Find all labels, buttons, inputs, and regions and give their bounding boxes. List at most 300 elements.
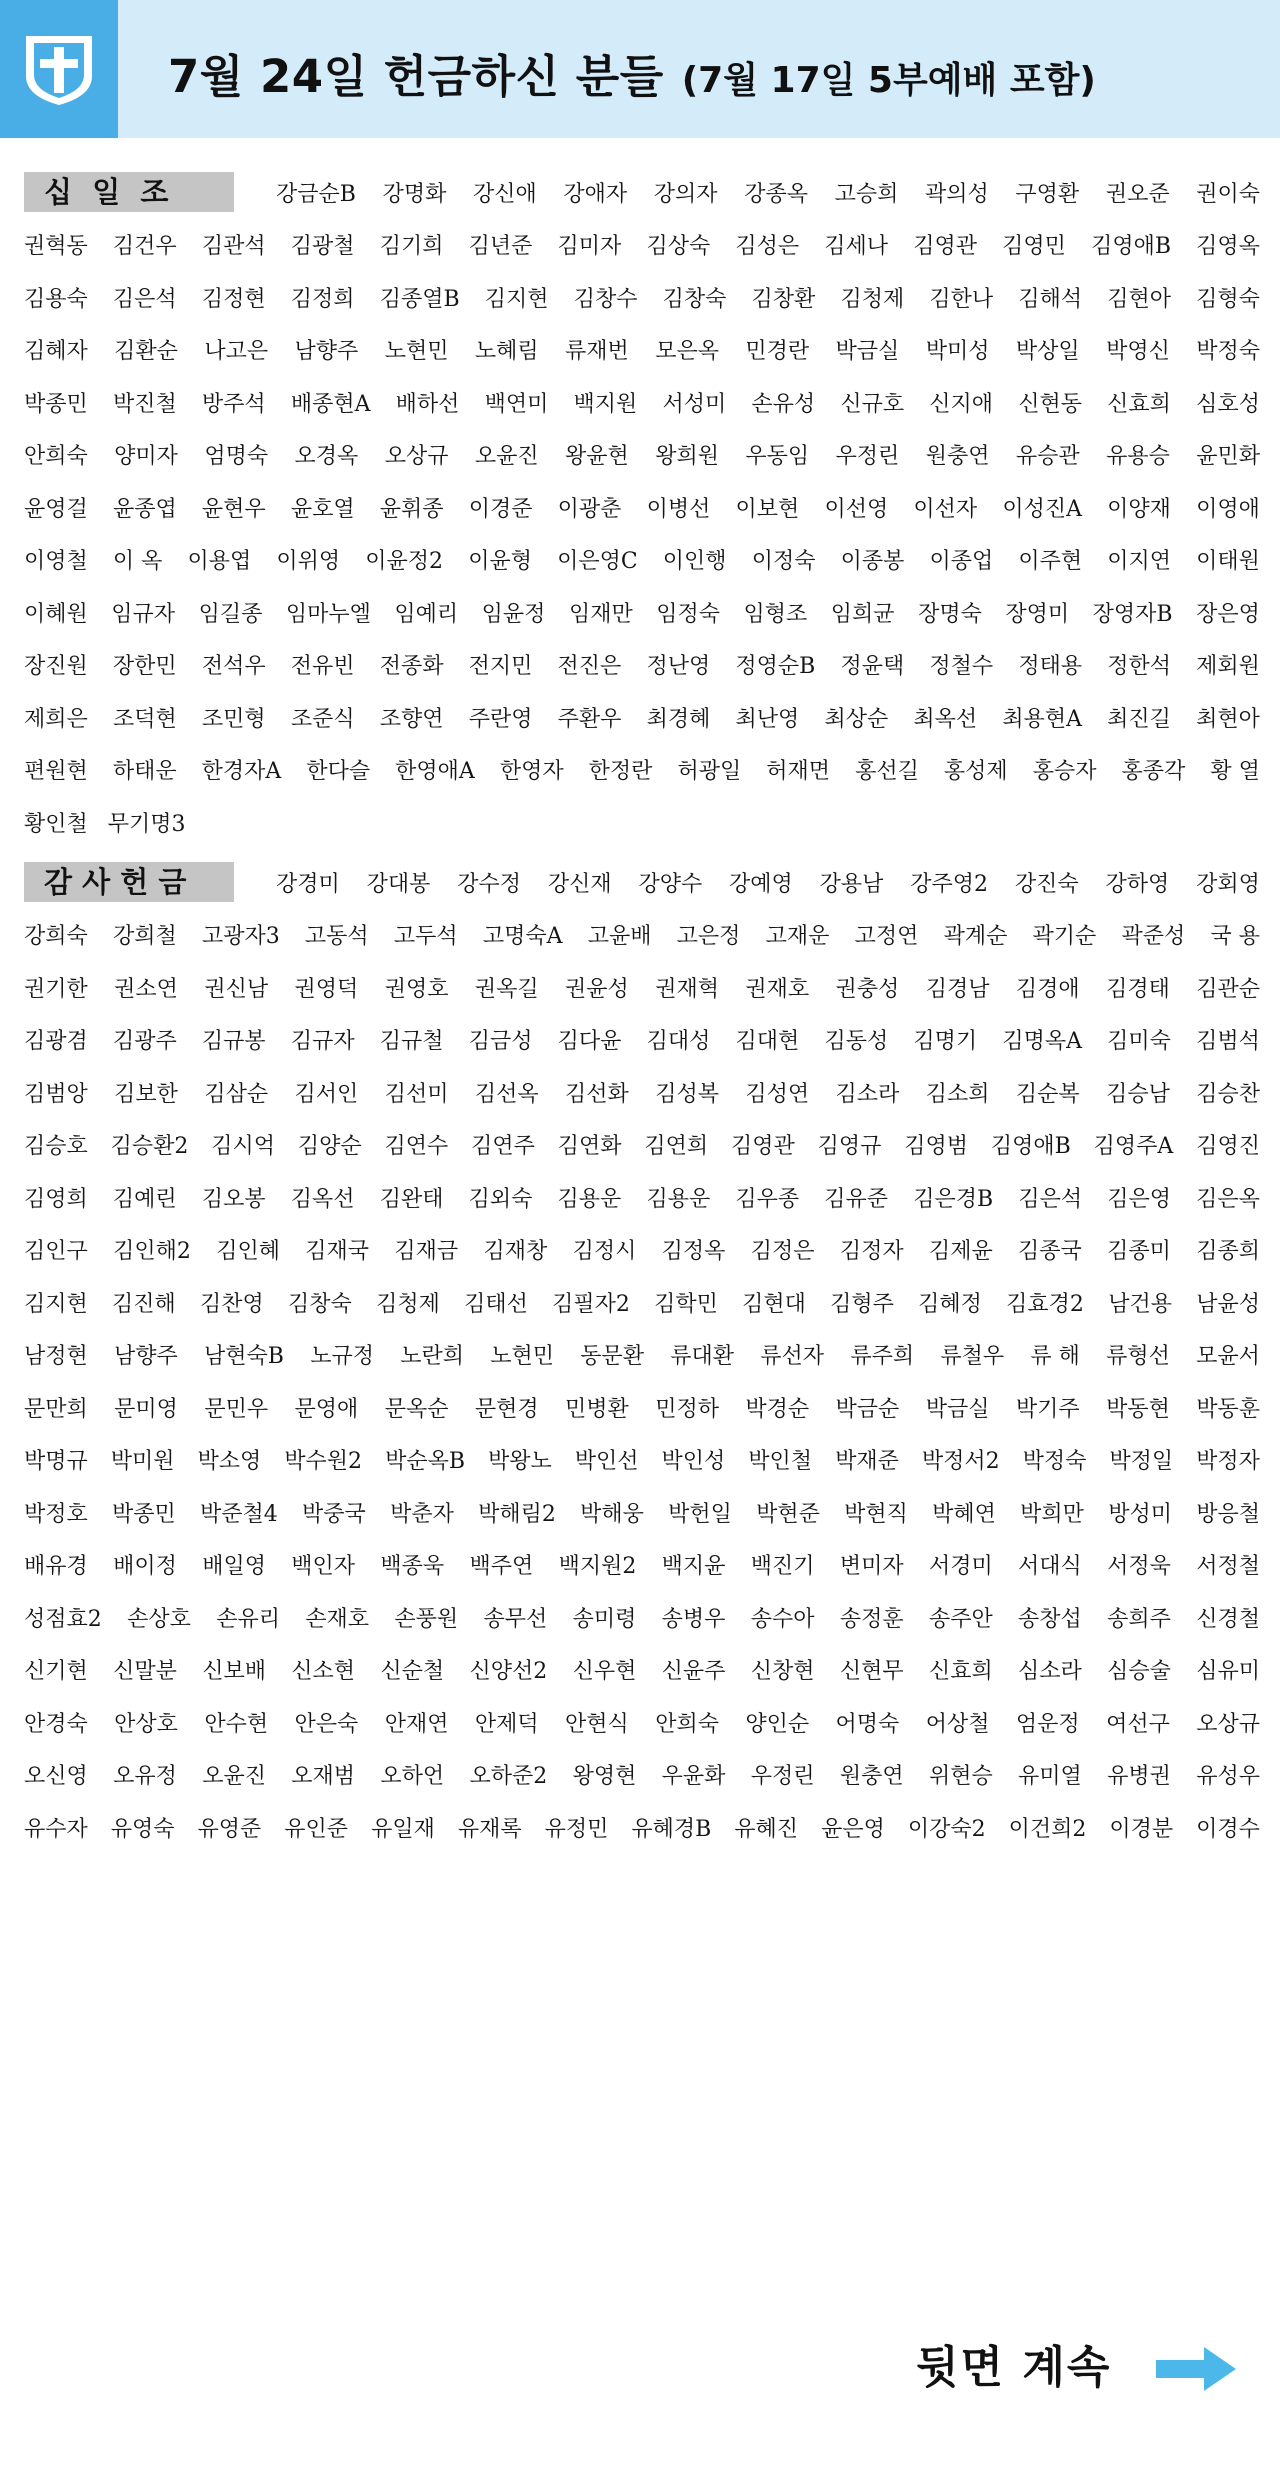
donor-name: 김정희: [290, 286, 355, 312]
donor-name: 김범앙: [24, 1081, 88, 1107]
donor-name: 방성미: [1108, 1501, 1172, 1527]
donor-name: 안희숙: [655, 1711, 719, 1737]
donor-name: 강경미: [276, 871, 340, 897]
donor-name: 신말분: [113, 1659, 177, 1684]
donor-name: 편원현: [24, 759, 88, 784]
donor-name: 김은경B: [913, 1186, 994, 1212]
donor-name: 홍선길: [855, 759, 919, 784]
name-row: [24, 592, 1260, 632]
donor-name: 박정호: [24, 1501, 88, 1527]
donor-name: 김다윤: [557, 1029, 622, 1054]
donor-name: 백진기: [750, 1554, 815, 1579]
name-row: [24, 382, 1260, 422]
donor-name: 남윤성: [1196, 1291, 1260, 1317]
donor-name: 김명옥A: [1002, 1029, 1082, 1054]
donor-name: 유영준: [197, 1816, 262, 1842]
donor-name: 이윤형: [468, 549, 532, 574]
donor-name: 송병우: [661, 1606, 726, 1632]
donor-name: 유용승: [1106, 444, 1170, 469]
donor-name: 김용숙: [24, 286, 88, 312]
donor-name: 김성연: [745, 1081, 810, 1107]
donor-name: 김종희: [1196, 1239, 1260, 1264]
donor-name: 강예영: [729, 871, 793, 897]
name-row: [24, 540, 1260, 580]
donor-name: 박상일: [1015, 339, 1080, 364]
donor-name: 하태운: [112, 759, 177, 784]
donor-name: 김외숙: [468, 1186, 533, 1212]
donor-name: 배이정: [113, 1554, 177, 1579]
donor-name: 성점효2: [24, 1606, 102, 1632]
donor-name: 유승관: [1015, 444, 1080, 469]
donor-name: 김대현: [735, 1029, 800, 1054]
donor-name: 박왕노: [488, 1449, 552, 1474]
donor-name: 류재번: [565, 339, 629, 364]
donor-name: 남건용: [1108, 1291, 1172, 1317]
donor-name: 노현민: [490, 1344, 555, 1369]
donor-name: 권영덕: [294, 976, 359, 1002]
donor-name: 김연수: [384, 1134, 449, 1159]
donor-name: 이혜원: [24, 601, 88, 627]
donor-name: 안경숙: [24, 1711, 88, 1737]
donor-name: 김종열B: [379, 286, 460, 312]
donor-name: 백종욱: [380, 1554, 445, 1579]
name-row: [24, 1282, 1260, 1322]
donor-name: 강금순B: [276, 181, 356, 207]
donor-name: 신현동: [1018, 391, 1082, 417]
donor-name: 강애자: [563, 181, 628, 207]
donor-name: 신효희: [928, 1659, 993, 1684]
donor-name: 유병권: [1107, 1764, 1171, 1789]
donor-name: 윤민화: [1196, 444, 1260, 469]
donor-name: 김삼순: [204, 1081, 269, 1107]
donor-name: 곽기순: [1032, 924, 1097, 949]
donor-name: 국 용: [1210, 924, 1260, 949]
donor-name: 류철우: [940, 1344, 1005, 1369]
donor-name: 신효희: [1107, 391, 1171, 417]
donor-name: 김옥선: [290, 1186, 355, 1212]
name-row: [24, 1230, 1260, 1270]
donor-name: 허광일: [677, 759, 742, 784]
donor-name: 최진길: [1107, 706, 1171, 732]
donor-name: 최용현A: [1002, 706, 1082, 732]
donor-name: 박동훈: [1196, 1396, 1260, 1422]
donor-name: 곽준성: [1121, 924, 1186, 949]
donor-name: 이종업: [929, 549, 994, 574]
donor-name: 장영미: [1005, 601, 1070, 627]
donor-name: 권소연: [114, 976, 178, 1002]
donor-name: 임정숙: [656, 601, 720, 627]
donor-name: 김승남: [1106, 1081, 1170, 1107]
donor-name: 임규자: [111, 601, 176, 627]
donor-name: 우정린: [750, 1764, 815, 1789]
donor-name: 류주희: [850, 1344, 915, 1369]
name-row: [24, 487, 1260, 527]
name-row: [24, 435, 1260, 475]
donor-name: 노란희: [400, 1344, 464, 1369]
donor-name: 노현민: [384, 339, 449, 364]
donor-name: 김재금: [394, 1239, 459, 1264]
donor-name: 고광자3: [201, 924, 280, 949]
donor-name: 오신영: [24, 1764, 88, 1789]
donor-name: 윤휘종: [379, 496, 444, 522]
donor-name: 이건희2: [1008, 1816, 1087, 1842]
donor-name: 최난영: [735, 706, 800, 732]
donor-name: 임형조: [743, 601, 808, 627]
donor-name: 김승환2: [110, 1134, 189, 1159]
donor-name: 신현무: [839, 1659, 904, 1684]
donor-name: 박종민: [112, 1501, 176, 1527]
donor-name: 심유미: [1196, 1659, 1260, 1684]
donor-name: 김청제: [376, 1291, 440, 1317]
name-row: [276, 172, 1260, 212]
donor-name: 김규자: [290, 1029, 355, 1054]
cross-shield-icon: [20, 32, 98, 108]
donor-name: 권재혁: [655, 976, 719, 1002]
donor-name: 전석우: [201, 654, 266, 679]
donor-name: 오재범: [291, 1764, 356, 1789]
donor-name: 장한민: [112, 654, 177, 679]
donor-name: 김승찬: [1196, 1081, 1260, 1107]
donor-name: 권혁동: [24, 234, 88, 259]
name-row: [24, 802, 1260, 842]
donor-name: 송미령: [572, 1606, 637, 1632]
name-row: [24, 277, 1260, 317]
donor-name: 나고은: [204, 339, 269, 364]
donor-name: 김영애B: [1091, 234, 1171, 259]
donor-name: 류형선: [1106, 1344, 1170, 1369]
title-main: 7월 24일 헌금하신 분들: [168, 50, 664, 103]
name-row: [24, 1650, 1260, 1690]
donor-name: 김보한: [114, 1081, 178, 1107]
donor-name: 김연희: [644, 1134, 709, 1159]
donor-name: 백지윤: [661, 1554, 726, 1579]
donor-name: 이위영: [276, 549, 341, 574]
donor-name: 김해석: [1018, 286, 1083, 312]
donor-name: 조민형: [201, 706, 266, 732]
donor-name: 엄명숙: [204, 444, 269, 469]
donor-name: 김형숙: [1196, 286, 1260, 312]
donor-name: 어상철: [925, 1711, 990, 1737]
donor-name: 강진숙: [1014, 871, 1079, 897]
donor-name: 손상호: [127, 1606, 191, 1632]
donor-name: 김경태: [1106, 976, 1170, 1002]
donor-name: 김금성: [468, 1029, 533, 1054]
donor-name: 박정숙: [1196, 339, 1260, 364]
donor-name: 김영규: [817, 1134, 882, 1159]
donor-name: 왕영현: [572, 1764, 637, 1789]
donor-name: 박정숙: [1022, 1449, 1087, 1474]
donor-name: 이주현: [1018, 549, 1083, 574]
name-row: [24, 1545, 1260, 1585]
name-row: [24, 1807, 1260, 1847]
donor-name: 권재호: [745, 976, 810, 1002]
donor-name: 강수정: [457, 871, 521, 897]
donor-name: 심승술: [1107, 1659, 1171, 1684]
donor-name: 한다슬: [306, 759, 371, 784]
donor-name: 강의자: [653, 181, 718, 207]
donor-name: 김필자2: [552, 1291, 630, 1317]
donor-name: 남향주: [114, 1344, 178, 1369]
donor-name: 김은옥: [1196, 1186, 1260, 1212]
donor-name: 홍승자: [1032, 759, 1097, 784]
donor-name: 전유빈: [290, 654, 355, 679]
donor-name: 김승호: [24, 1134, 88, 1159]
donor-name: 심소라: [1018, 1659, 1082, 1684]
donor-name: 민경란: [745, 339, 810, 364]
donor-name: 김유준: [824, 1186, 889, 1212]
donor-name: 김학민: [654, 1291, 718, 1317]
donor-name: 황 열: [1210, 759, 1260, 784]
donor-name: 박인선: [574, 1449, 639, 1474]
donor-name: 신윤주: [661, 1659, 726, 1684]
donor-name: 백지원: [573, 391, 638, 417]
page-title: [168, 40, 1096, 103]
donor-name: 한영자: [499, 759, 564, 784]
donor-name: 박인성: [661, 1449, 726, 1474]
donor-name: 유인준: [284, 1816, 349, 1842]
donor-name: 곽계순: [943, 924, 1008, 949]
donor-name: 안제덕: [474, 1711, 539, 1737]
donor-name: 유일재: [371, 1816, 435, 1842]
donor-name: 김서인: [294, 1081, 359, 1107]
continue-note: 뒷면 계속: [916, 2342, 1112, 2393]
donor-name: 정난영: [646, 654, 711, 679]
donor-name: 강희철: [112, 924, 177, 949]
donor-name: 고명숙A: [482, 924, 563, 949]
donor-name: 모은옥: [655, 339, 719, 364]
donor-name: 정태용: [1018, 654, 1083, 679]
donor-name: 김순복: [1015, 1081, 1080, 1107]
donor-name: 박정자: [1196, 1449, 1260, 1474]
donor-name: 박종민: [24, 391, 88, 417]
donor-name: 신경철: [1196, 1606, 1260, 1632]
donor-name: 임윤정: [481, 601, 546, 627]
donor-name: 김시억: [211, 1134, 276, 1159]
donor-name: 박기주: [1015, 1396, 1080, 1422]
donor-name: 노혜림: [474, 339, 539, 364]
name-row: [24, 1597, 1260, 1637]
donor-name: 홍성제: [943, 759, 1008, 784]
title-subtitle: (7월 17일 5부예배 포함): [681, 60, 1096, 101]
donor-name: 이보현: [735, 496, 800, 522]
donor-name: 박금실: [925, 1396, 990, 1422]
donor-name: 안재연: [384, 1711, 449, 1737]
donor-name: 송희주: [1107, 1606, 1171, 1632]
donor-name: 왕윤현: [565, 444, 629, 469]
donor-name: 박준철4: [200, 1501, 278, 1527]
donor-name: 김지현: [484, 286, 549, 312]
logo-panel: [0, 0, 118, 138]
donor-name: 배일영: [202, 1554, 266, 1579]
donor-name: 이영철: [24, 549, 88, 574]
donor-name: 박금실: [835, 339, 900, 364]
donor-name: 김진해: [112, 1291, 176, 1317]
donor-name: 손유리: [216, 1606, 280, 1632]
donor-name: 김오봉: [201, 1186, 266, 1212]
donor-name: 박현준: [756, 1501, 820, 1527]
donor-name: 장명숙: [918, 601, 982, 627]
donor-name: 이은영C: [557, 549, 638, 574]
donor-name: 남정현: [24, 1344, 88, 1369]
donor-name: 오하준2: [469, 1764, 548, 1789]
donor-name: 김재국: [305, 1239, 370, 1264]
donor-name: 심호성: [1196, 391, 1260, 417]
donor-name: 윤종엽: [112, 496, 177, 522]
donor-name: 이인행: [662, 549, 727, 574]
donor-name: 이선영: [824, 496, 889, 522]
donor-name: 김완태: [379, 1186, 444, 1212]
donor-name: 김경애: [1015, 976, 1080, 1002]
donor-name: 강희숙: [24, 924, 88, 949]
arrow-right-icon: [1156, 2347, 1236, 2391]
donor-name: 김성복: [655, 1081, 719, 1107]
donor-name: 박미원: [110, 1449, 175, 1474]
donor-name: 전종화: [379, 654, 444, 679]
donor-name: 장진원: [24, 654, 88, 679]
name-row: [24, 1755, 1260, 1795]
donor-name: 김인구: [24, 1239, 88, 1264]
donor-name: 이윤정2: [365, 549, 444, 574]
donor-name: 박혜연: [932, 1501, 996, 1527]
donor-name: 김미자: [557, 234, 622, 259]
donor-name: 동문환: [580, 1344, 645, 1369]
donor-name: 곽의성: [925, 181, 989, 207]
donor-name: 백인자: [291, 1554, 356, 1579]
donor-name: 손재호: [305, 1606, 370, 1632]
name-row: [24, 967, 1260, 1007]
donor-name: 이종봉: [840, 549, 905, 574]
donor-name: 전지민: [468, 654, 533, 679]
name-row: [24, 1440, 1260, 1480]
name-row: [276, 862, 1260, 902]
donor-name: 고정연: [854, 924, 919, 949]
donor-name: 박동현: [1106, 1396, 1170, 1422]
name-row: [24, 750, 1260, 790]
donor-name: 김대성: [646, 1029, 711, 1054]
donor-name: 박경순: [745, 1396, 810, 1422]
donor-name: 남현숙B: [204, 1344, 284, 1369]
donor-name: 서경미: [928, 1554, 993, 1579]
donor-name: 고승희: [834, 181, 899, 207]
donor-name: 백지원2: [558, 1554, 637, 1579]
donor-name: 고윤배: [587, 924, 652, 949]
donor-name: 김영관: [731, 1134, 795, 1159]
donor-name: 박헌일: [668, 1501, 732, 1527]
donor-name: 이정숙: [751, 549, 816, 574]
donor-name: 방응철: [1196, 1501, 1260, 1527]
donor-name: 송주안: [928, 1606, 993, 1632]
donor-name: 황인철: [24, 811, 88, 837]
donor-name: 김정현: [201, 286, 266, 312]
donor-name: 문만희: [24, 1396, 88, 1422]
donor-name: 오상규: [384, 444, 449, 469]
donor-name: 문현경: [474, 1396, 539, 1422]
donor-name: 윤영걸: [24, 496, 88, 522]
donor-name: 김선화: [565, 1081, 629, 1107]
section-label: 십 일 조: [24, 172, 234, 212]
donor-name: 이선자: [913, 496, 978, 522]
donor-name: 김양순: [297, 1134, 362, 1159]
donor-name: 박희만: [1020, 1501, 1084, 1527]
donor-name: 김소라: [835, 1081, 900, 1107]
donor-name: 김광겸: [24, 1029, 88, 1054]
donor-name: 원충연: [925, 444, 990, 469]
donor-name: 김영관: [913, 234, 977, 259]
donor-name: 이강숙2: [907, 1816, 986, 1842]
donor-name: 서정욱: [1107, 1554, 1171, 1579]
donor-name: 김우종: [735, 1186, 800, 1212]
donor-name: 김연화: [557, 1134, 622, 1159]
donor-name: 김현대: [742, 1291, 806, 1317]
donor-name: 오상규: [1196, 1711, 1260, 1737]
donor-name: 권기한: [24, 976, 88, 1002]
donor-name: 김창숙: [662, 286, 727, 312]
header-banner: [0, 0, 1280, 138]
donor-name: 박해웅: [580, 1501, 644, 1527]
donor-name: 한경자A: [201, 759, 282, 784]
donor-name: 강신재: [547, 871, 612, 897]
name-row: [24, 645, 1260, 685]
donor-name: 전진은: [557, 654, 622, 679]
donor-name: 김영희: [24, 1186, 88, 1212]
donor-name: 구영환: [1015, 181, 1080, 207]
donor-name: 홍종각: [1121, 759, 1186, 784]
donor-name: 김정시: [572, 1239, 637, 1264]
donor-name: 박정서2: [921, 1449, 1000, 1474]
donor-name: 모윤서: [1196, 1344, 1260, 1369]
donor-name: 권신남: [204, 976, 269, 1002]
donor-name: 김효경2: [1006, 1291, 1084, 1317]
donor-name: 김정자: [839, 1239, 904, 1264]
donor-name: 박인철: [748, 1449, 813, 1474]
donor-name: 류대환: [670, 1344, 735, 1369]
donor-name: 신기현: [24, 1659, 88, 1684]
donor-name: 유영숙: [110, 1816, 175, 1842]
donor-name: 윤은영: [821, 1816, 885, 1842]
donor-name: 이광춘: [557, 496, 622, 522]
donor-name: 무기명3: [107, 811, 186, 837]
donor-name: 이경수: [1196, 1816, 1260, 1842]
donor-name: 박정일: [1109, 1449, 1174, 1474]
donor-name: 김성은: [735, 234, 800, 259]
donor-name: 김인혜: [216, 1239, 280, 1264]
donor-name: 송정훈: [839, 1606, 904, 1632]
donor-name: 방주석: [201, 391, 266, 417]
donor-name: 손유성: [751, 391, 816, 417]
donor-name: 신우현: [572, 1659, 637, 1684]
donor-name: 강용남: [819, 871, 884, 897]
donor-name: 신지애: [929, 391, 994, 417]
donor-name: 유성우: [1196, 1764, 1260, 1789]
name-row: [24, 1335, 1260, 1375]
donor-name: 강대봉: [366, 871, 431, 897]
donor-name: 김환순: [114, 339, 178, 364]
name-row: [24, 697, 1260, 737]
donor-name: 장은영: [1196, 601, 1260, 627]
donor-name: 김명기: [913, 1029, 978, 1054]
donor-name: 김관순: [1196, 976, 1260, 1002]
donor-name: 박중국: [302, 1501, 366, 1527]
donor-name: 임예리: [394, 601, 459, 627]
name-row: [24, 1020, 1260, 1060]
donor-name: 이 옥: [112, 549, 163, 574]
donor-name: 유혜진: [734, 1816, 799, 1842]
donor-name: 김은석: [1018, 1186, 1083, 1212]
donor-name: 김세나: [824, 234, 889, 259]
donor-name: 김경남: [925, 976, 990, 1002]
donor-name: 김영진: [1196, 1134, 1260, 1159]
donor-name: 신규호: [840, 391, 905, 417]
